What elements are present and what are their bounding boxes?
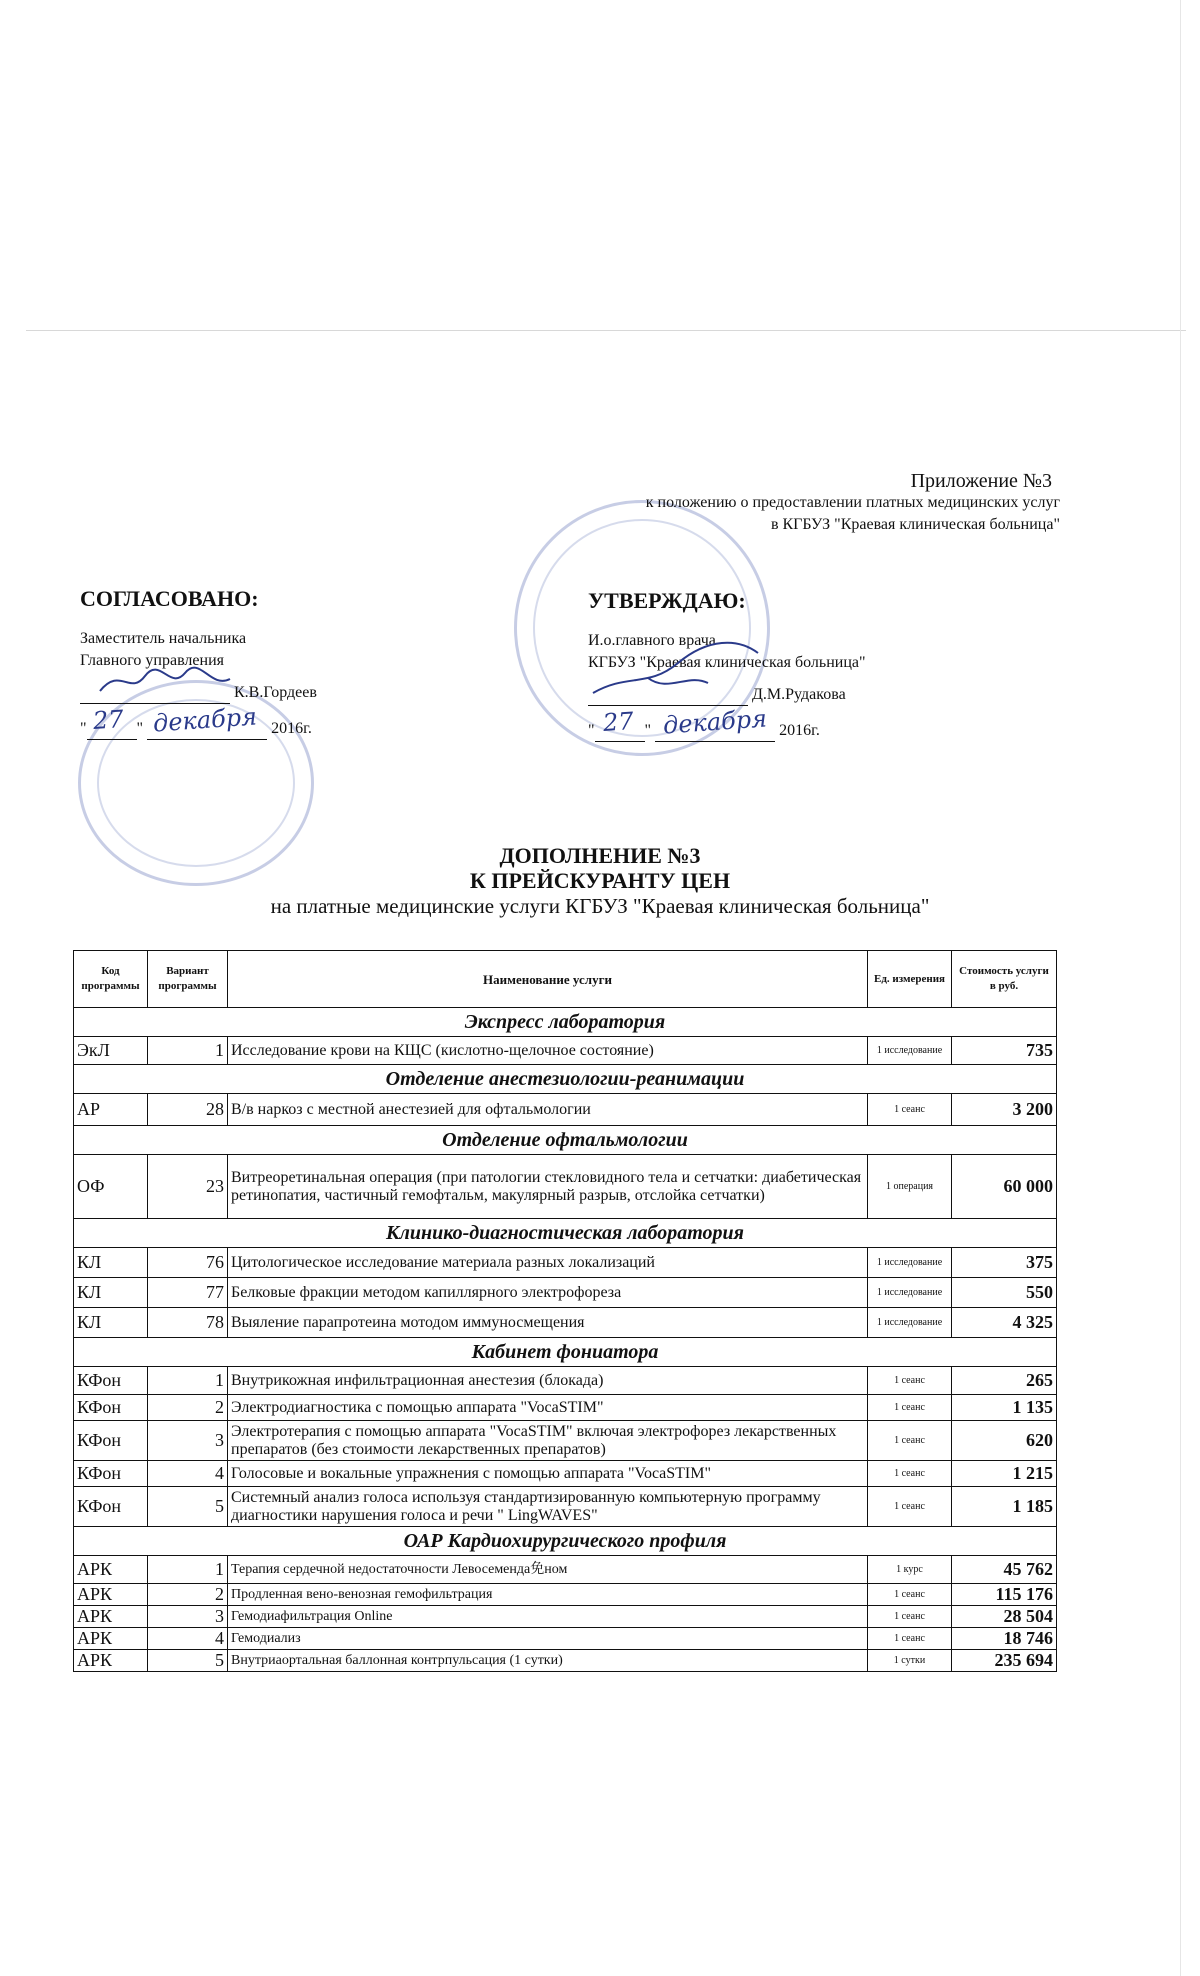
date-year: 2016г. bbox=[271, 720, 312, 737]
table-row bbox=[74, 1461, 1057, 1487]
section-row bbox=[74, 1338, 1057, 1367]
section-title: Экспресс лаборатория bbox=[74, 1008, 1057, 1037]
section-title: Клинико-диагностическая лаборатория bbox=[74, 1219, 1057, 1248]
section-row bbox=[74, 1008, 1057, 1037]
date-month-handwritten: декабря bbox=[152, 702, 258, 738]
cell-program-code: АРК bbox=[74, 1606, 148, 1628]
cell-unit: 1 исследование bbox=[868, 1308, 952, 1338]
cell-program-variant: 2 bbox=[148, 1395, 228, 1421]
cell-program-code: КЛ bbox=[74, 1278, 148, 1308]
table-row bbox=[74, 1037, 1057, 1065]
quote-mark: " bbox=[644, 722, 652, 739]
cell-program-code: АРК bbox=[74, 1584, 148, 1606]
table-row bbox=[74, 1278, 1057, 1308]
cell-price: 235 694 bbox=[952, 1650, 1057, 1672]
approve-block bbox=[588, 590, 1008, 742]
cell-unit: 1 сеанс bbox=[868, 1461, 952, 1487]
signature-mark bbox=[588, 633, 768, 703]
cell-price: 3 200 bbox=[952, 1094, 1057, 1126]
cell-unit: 1 сеанс bbox=[868, 1094, 952, 1126]
agreed-date bbox=[80, 702, 480, 740]
cell-unit: 1 сеанс bbox=[868, 1584, 952, 1606]
section-row bbox=[74, 1219, 1057, 1248]
date-month-blank bbox=[147, 702, 267, 740]
date-day-blank bbox=[595, 706, 645, 742]
signature-mark bbox=[90, 661, 240, 701]
cell-program-variant: 3 bbox=[148, 1421, 228, 1461]
cell-program-variant: 23 bbox=[148, 1155, 228, 1219]
cell-program-variant: 1 bbox=[148, 1037, 228, 1065]
cell-unit: 1 сеанс bbox=[868, 1395, 952, 1421]
cell-program-variant: 78 bbox=[148, 1308, 228, 1338]
page-edge-line bbox=[26, 330, 1186, 331]
signature-line bbox=[80, 683, 230, 704]
agreed-block bbox=[80, 588, 480, 740]
approve-signature-row bbox=[588, 684, 1008, 706]
cell-program-variant: 4 bbox=[148, 1628, 228, 1650]
document-title: ДОПОЛНЕНИЕ №3 bbox=[499, 843, 701, 868]
cell-service-name: Внутриаортальная баллонная контрпульсация (1 сутки) bbox=[228, 1650, 868, 1672]
table-row bbox=[74, 1556, 1057, 1584]
table-row bbox=[74, 1421, 1057, 1461]
cell-program-code: АРК bbox=[74, 1650, 148, 1672]
cell-price: 620 bbox=[952, 1421, 1057, 1461]
cell-unit: 1 исследование bbox=[868, 1248, 952, 1278]
cell-price: 28 504 bbox=[952, 1606, 1057, 1628]
document-description: на платные медицинские услуги КГБУЗ "Краевая клиническая больница" bbox=[270, 894, 930, 918]
cell-service-name: Голосовые и вокальные упражнения с помощью аппарата "VocaSTIM" bbox=[228, 1461, 868, 1487]
date-month-blank bbox=[655, 704, 775, 742]
table-row bbox=[74, 1308, 1057, 1338]
cell-service-name: Гемодиализ bbox=[228, 1628, 868, 1650]
date-day-handwritten: 27 bbox=[601, 706, 635, 738]
quote-mark: " bbox=[588, 722, 595, 739]
cell-price: 18 746 bbox=[952, 1628, 1057, 1650]
cell-service-name: Электротерапия с помощью аппарата "VocaSTIM" включая электрофорез лекарственных препаратов (без стоимости лекарственных препаратов) bbox=[228, 1421, 868, 1461]
date-day-handwritten: 27 bbox=[91, 704, 125, 736]
date-month-handwritten: декабря bbox=[662, 704, 768, 740]
header-code: Код программы bbox=[74, 951, 148, 1008]
cell-service-name: Электродиагностика с помощью аппарата "VocaSTIM" bbox=[228, 1395, 868, 1421]
table-row bbox=[74, 1487, 1057, 1527]
cell-unit: 1 сеанс bbox=[868, 1367, 952, 1395]
cell-service-name: Белковые фракции методом капиллярного электрофореза bbox=[228, 1278, 868, 1308]
cell-program-variant: 76 bbox=[148, 1248, 228, 1278]
cell-price: 60 000 bbox=[952, 1155, 1057, 1219]
cell-program-code: АРК bbox=[74, 1556, 148, 1584]
section-row bbox=[74, 1126, 1057, 1155]
cell-program-code: КФон bbox=[74, 1367, 148, 1395]
cell-price: 1 135 bbox=[952, 1395, 1057, 1421]
cell-service-name: Витреоретинальная операция (при патологии стекловидного тела и сетчатки: диабетическая ретинопатия, частичный гемофтальм, макулярный разрыв, отслойка сетчатки) bbox=[228, 1155, 868, 1219]
section-title: Отделение анестезиологии-реанимации bbox=[74, 1065, 1057, 1094]
page-edge-line-vertical bbox=[1180, 0, 1181, 1976]
cell-program-code: АР bbox=[74, 1094, 148, 1126]
cell-program-code: ОФ bbox=[74, 1155, 148, 1219]
cell-price: 45 762 bbox=[952, 1556, 1057, 1584]
cell-service-name: Продленная вено-венозная гемофильтрация bbox=[228, 1584, 868, 1606]
agreed-heading: СОГЛАСОВАНО: bbox=[80, 586, 259, 611]
table-row bbox=[74, 1584, 1057, 1606]
approve-position: И.о.главного врача bbox=[588, 632, 716, 649]
cell-unit: 1 операция bbox=[868, 1155, 952, 1219]
cell-unit: 1 исследование bbox=[868, 1278, 952, 1308]
section-title: Отделение офтальмологии bbox=[74, 1126, 1057, 1155]
cell-program-code: КЛ bbox=[74, 1308, 148, 1338]
cell-program-code: ЭкЛ bbox=[74, 1037, 148, 1065]
table-row bbox=[74, 1628, 1057, 1650]
cell-program-variant: 5 bbox=[148, 1487, 228, 1527]
section-row bbox=[74, 1527, 1057, 1556]
date-year: 2016г. bbox=[779, 722, 820, 739]
table-row bbox=[74, 1367, 1057, 1395]
cell-unit: 1 курс bbox=[868, 1556, 952, 1584]
cell-unit: 1 сеанс bbox=[868, 1487, 952, 1527]
cell-price: 1 215 bbox=[952, 1461, 1057, 1487]
table-row bbox=[74, 1094, 1057, 1126]
cell-unit: 1 сеанс bbox=[868, 1628, 952, 1650]
cell-service-name: В/в наркоз с местной анестезией для офтальмологии bbox=[228, 1094, 868, 1126]
cell-unit: 1 сеанс bbox=[868, 1421, 952, 1461]
agreed-position: Главного управления bbox=[80, 652, 224, 669]
cell-service-name: Цитологическое исследование материала разных локализаций bbox=[228, 1248, 868, 1278]
cell-price: 375 bbox=[952, 1248, 1057, 1278]
table-header-row bbox=[74, 951, 1057, 1008]
cell-service-name: Терапия сердечной недостаточности Левосеменда免ном bbox=[228, 1556, 868, 1584]
cell-unit: 1 исследование bbox=[868, 1037, 952, 1065]
annex-line: в КГБУЗ "Краевая клиническая больница" bbox=[770, 516, 1060, 533]
annex-title: Приложение №3 bbox=[910, 470, 1052, 492]
date-day-blank bbox=[87, 704, 137, 740]
agreed-signature-row bbox=[80, 682, 480, 704]
signature-line bbox=[588, 685, 748, 706]
cell-unit: 1 сутки bbox=[868, 1650, 952, 1672]
cell-program-code: АРК bbox=[74, 1628, 148, 1650]
cell-program-code: КФон bbox=[74, 1421, 148, 1461]
cell-price: 265 bbox=[952, 1367, 1057, 1395]
table-row bbox=[74, 1395, 1057, 1421]
section-title: ОАР Кардиохирургического профиля bbox=[74, 1527, 1057, 1556]
cell-price: 4 325 bbox=[952, 1308, 1057, 1338]
cell-program-code: КФон bbox=[74, 1487, 148, 1527]
annex-header bbox=[560, 470, 1060, 536]
cell-service-name: Внутрикожная инфильтрационная анестезия (блокада) bbox=[228, 1367, 868, 1395]
cell-service-name: Исследование крови на КЩС (кислотно-щелочное состояние) bbox=[228, 1037, 868, 1065]
quote-mark: " bbox=[136, 720, 144, 737]
approve-heading: УТВЕРЖДАЮ: bbox=[588, 588, 746, 613]
cell-program-variant: 2 bbox=[148, 1584, 228, 1606]
cell-program-code: КЛ bbox=[74, 1248, 148, 1278]
table-body bbox=[74, 1008, 1057, 1672]
cell-unit: 1 сеанс bbox=[868, 1606, 952, 1628]
document-subtitle: К ПРЕЙСКУРАНТУ ЦЕН bbox=[469, 868, 731, 893]
cell-program-code: КФон bbox=[74, 1461, 148, 1487]
cell-price: 115 176 bbox=[952, 1584, 1057, 1606]
cell-program-variant: 28 bbox=[148, 1094, 228, 1126]
approve-position: КГБУЗ "Краевая клиническая больница" bbox=[588, 654, 866, 671]
cell-price: 1 185 bbox=[952, 1487, 1057, 1527]
header-price: Стоимость услуги в руб. bbox=[952, 951, 1057, 1008]
cell-program-variant: 77 bbox=[148, 1278, 228, 1308]
cell-program-code: КФон bbox=[74, 1395, 148, 1421]
cell-program-variant: 4 bbox=[148, 1461, 228, 1487]
annex-line: к положению о предоставлении платных медицинских услуг bbox=[645, 494, 1060, 511]
header-variant: Вариант программы bbox=[148, 951, 228, 1008]
cell-service-name: Системный анализ голоса используя стандартизированную компьютерную программу диагностики нарушения голоса и речи " LingWAVES" bbox=[228, 1487, 868, 1527]
quote-mark: " bbox=[80, 720, 87, 737]
table-row bbox=[74, 1650, 1057, 1672]
header-service-name: Наименование услуги bbox=[228, 951, 868, 1008]
cell-program-variant: 1 bbox=[148, 1367, 228, 1395]
cell-price: 735 bbox=[952, 1037, 1057, 1065]
approve-signer-name: Д.М.Рудакова bbox=[752, 686, 846, 703]
cell-program-variant: 3 bbox=[148, 1606, 228, 1628]
agreed-position: Заместитель начальника bbox=[80, 630, 247, 647]
price-table bbox=[73, 950, 1057, 1672]
table-row bbox=[74, 1606, 1057, 1628]
section-row bbox=[74, 1065, 1057, 1094]
approve-date bbox=[588, 704, 1008, 742]
header-unit: Ед. измерения bbox=[868, 951, 952, 1008]
cell-service-name: Выяление парапротеина мотодом иммуносмещения bbox=[228, 1308, 868, 1338]
cell-price: 550 bbox=[952, 1278, 1057, 1308]
table-row bbox=[74, 1248, 1057, 1278]
cell-service-name: Гемодиафильтрация Online bbox=[228, 1606, 868, 1628]
table-row bbox=[74, 1155, 1057, 1219]
cell-program-variant: 5 bbox=[148, 1650, 228, 1672]
section-title: Кабинет фониатора bbox=[74, 1338, 1057, 1367]
cell-program-variant: 1 bbox=[148, 1556, 228, 1584]
agreed-signer-name: К.В.Гордеев bbox=[234, 684, 317, 701]
